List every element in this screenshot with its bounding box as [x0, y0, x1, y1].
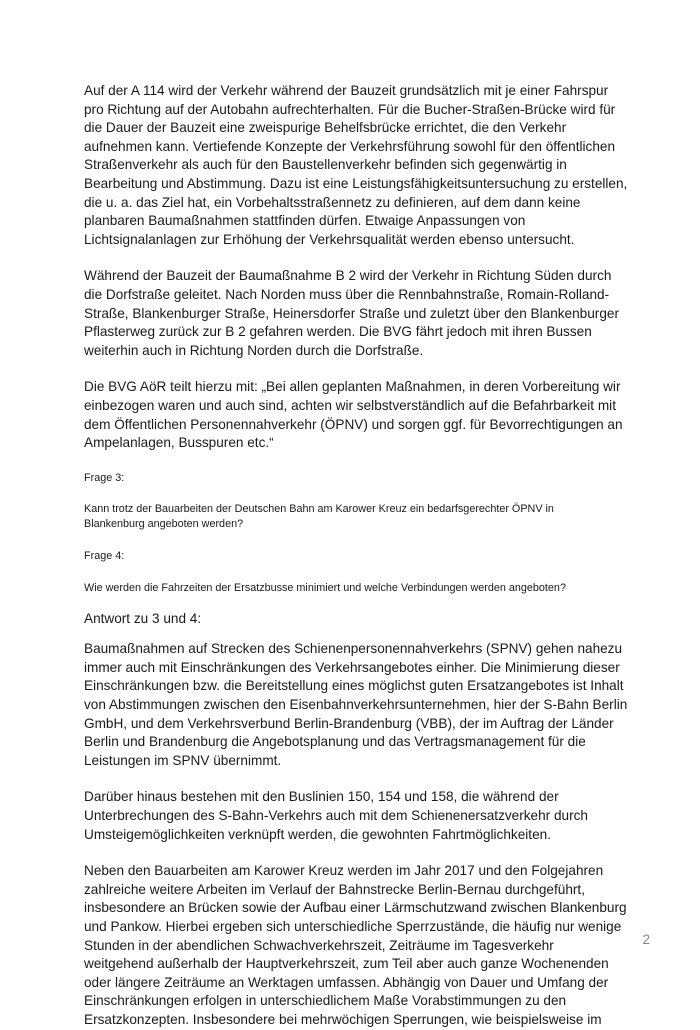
text-line: Baumaßnahmen auf Strecken des Schienenpersonennahverkehrs (SPNV) gehen nahezu	[84, 641, 623, 657]
text-line: Blankenburg angeboten werden?	[84, 518, 244, 531]
text-line: zahlreiche weitere Arbeiten im Verlauf der Bahnstrecke Berlin-Bernau durchgeführt,	[84, 881, 585, 897]
text-line: GmbH, und dem Verkehrsverbund Berlin-Brandenburg (VBB), der im Auftrag der Länder	[84, 715, 614, 731]
text-line: weitgehend außerhalb der Hauptverkehrszeit, zum Teil aber auch ganze Wochenenden	[84, 956, 609, 972]
text-line: einbezogen waren und auch sind, achten wir selbstverständlich auf die Befahrbarkeit mit	[84, 397, 616, 413]
text-line: dem Öffentlichen Personennahverkehr (ÖPNV) und sorgen ggf. für Bevorrechtigungen an	[84, 416, 623, 432]
text-line: Bearbeitung und Abstimmung. Dazu ist eine Leistungsfähigkeitsuntersuchung zu erstellen,	[84, 175, 628, 191]
text-line: Die BVG AöR teilt hierzu mit: „Bei allen geplanten Maßnahmen, in deren Vorbereitung wir	[84, 379, 621, 395]
text-line: Frage 4:	[84, 550, 125, 563]
text-line: Ampelanlagen, Busspuren etc.“	[84, 435, 274, 451]
text-line: Pflasterweg zurück zur B 2 gefahren werden. Die BVG fährt jedoch mit ihren Bussen	[84, 324, 592, 340]
text-line: Straße, Blankenburger Straße, Heinersdorfer Straße und zuletzt über den Blankenburger	[84, 305, 619, 321]
text-line: Lichtsignalanlagen zur Erhöhung der Verkehrsqualität werden ebenso untersucht.	[84, 231, 575, 247]
page-number: 2	[642, 932, 650, 947]
text-line: pro Richtung auf der Autobahn aufrechterhalten. Für die Bucher-Straßen-Brücke wird für	[84, 101, 616, 117]
text-line: oder längere Zeiträume an Werktagen umfassen. Abhängig von Dauer und Umfang der	[84, 974, 609, 990]
text-line: Umsteigemöglichkeiten verknüpft werden, die gewohnten Fahrtmöglichkeiten.	[84, 826, 551, 842]
text-line: Leistungen im SPNV übernimmt.	[84, 752, 282, 768]
text-line: Während der Bauzeit der Baumaßnahme B 2 wird der Verkehr in Richtung Süden durch	[84, 268, 612, 284]
frage-4-label	[84, 549, 654, 564]
paragraph-bvg-statement	[84, 378, 654, 452]
antwort-heading	[84, 610, 654, 629]
text-line: Neben den Bauarbeiten am Karower Kreuz werden im Jahr 2017 und den Folgejahren	[84, 863, 604, 879]
text-line: insbesondere an Brücken sowie der Aufbau einer Lärmschutzwand zwischen Blankenburg	[84, 900, 627, 916]
frage-4-text	[84, 581, 654, 596]
text-line: Auf der A 114 wird der Verkehr während der Bauzeit grundsätzlich mit je einer Fahrspur	[84, 83, 609, 98]
text-line: Antwort zu 3 und 4:	[84, 610, 202, 626]
paragraph-construction-works	[84, 862, 654, 1029]
text-line: und Pankow. Hierbei ergeben sich unterschiedliche Sperrzustände, die häufig nur wenige	[84, 918, 622, 934]
text-line: Unterbrechungen des S-Bahn-Verkehrs auch mit dem Schienenersatzverkehr durch	[84, 808, 588, 824]
text-line: Frage 3:	[84, 471, 125, 484]
text-line: die Dauer der Bauzeit eine zweispurige Behelfsbrücke errichtet, die den Verkehr	[84, 120, 567, 136]
text-line: die u. a. das Ziel hat, ein Vorbehaltsstraßennetz zu definieren, auf dem dann keine	[84, 194, 581, 210]
text-line: Wie werden die Fahrzeiten der Ersatzbusse minimiert und welche Verbindungen werden angeboten?	[84, 581, 566, 594]
text-line: Einschränkungen bzw. die Bereitstellung eines möglichst guten Ersatzangebotes ist Inhalt	[84, 678, 624, 694]
text-line: die Dorfstraße geleitet. Nach Norden muss über die Rennbahnstraße, Romain-Rolland-	[84, 286, 610, 302]
text-line: von Abstimmungen zwischen den Eisenbahnverkehrsunternehmen, hier der S-Bahn Berlin	[84, 697, 628, 713]
document-body	[84, 82, 654, 1030]
text-line: Kann trotz der Bauarbeiten der Deutschen Bahn am Karower Kreuz ein bedarfsgerechter ÖPNV in	[84, 503, 554, 516]
text-line: planbaren Baumaßnahmen stattfinden dürfen. Etwaige Anpassungen von	[84, 213, 526, 229]
text-line: Darüber hinaus bestehen mit den Buslinien 150, 154 und 158, die während der	[84, 789, 559, 805]
frage-3-label	[84, 471, 654, 486]
text-line: weiterhin auch in Richtung Norden durch die Dorfstraße.	[84, 342, 424, 358]
paragraph-a114-traffic	[84, 82, 654, 249]
frage-3-text	[84, 502, 654, 532]
text-line: immer auch mit Einschränkungen des Verkehrsangebotes einher. Die Minimierung dieser	[84, 659, 620, 675]
text-line: Berlin und Brandenburg die Angebotsplanung und das Vertragsmanagement für die	[84, 734, 586, 750]
paragraph-b2-detour	[84, 267, 654, 360]
paragraph-bus-lines	[84, 788, 654, 844]
text-line: Straßenverkehr als auch für den Baustellenverkehr befinden sich gegenwärtig in	[84, 157, 567, 173]
paragraph-spnv-restrictions	[84, 640, 654, 770]
text-line: Einschränkungen erfolgen in unterschiedlichem Maße Vorabstimmungen zu den	[84, 993, 567, 1009]
text-line: aufnehmen kann. Vertiefende Konzepte der Verkehrsführung sowohl für den öffentlichen	[84, 138, 616, 154]
text-line: Ersatzkonzepten. Insbesondere bei mehrwöchigen Sperrungen, wie beispielsweise im	[84, 1011, 602, 1027]
text-line: Stunden in der abendlichen Schwachverkehrszeit, Zeiträume im Tagesverkehr	[84, 937, 554, 953]
